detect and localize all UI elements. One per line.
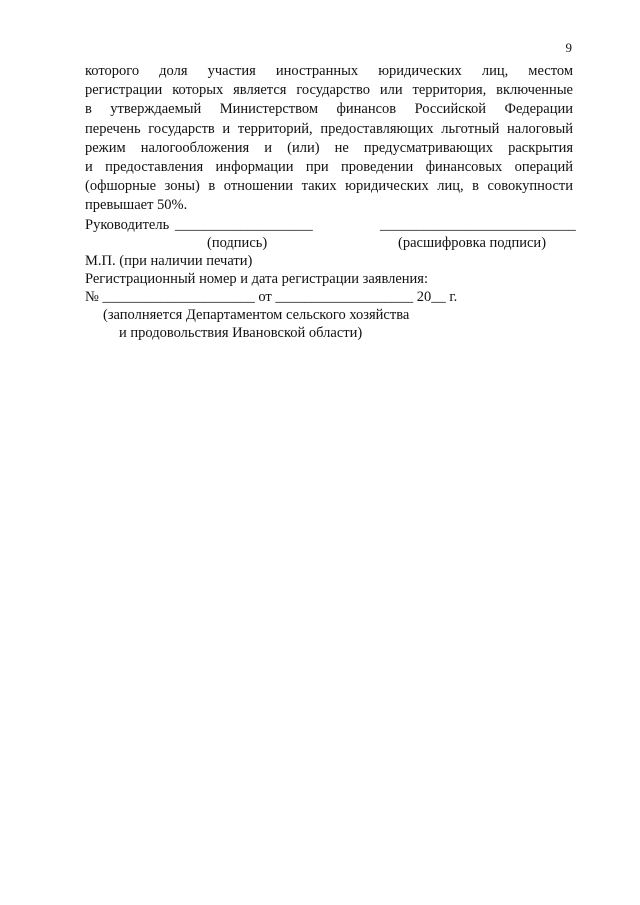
decode-caption: (расшифровка подписи) (398, 235, 547, 251)
signature-line: ___________________ (175, 217, 313, 233)
paragraph-line: режим налогообложения и (или) не предусматривающих раскрытия (85, 139, 573, 156)
stamp-note: М.П. (при наличии печати) (85, 253, 253, 269)
signature-caption: (подпись) (207, 235, 268, 251)
registration-note-line: (заполняется Департаментом сельского хозяйства (103, 307, 410, 323)
registration-number-row (85, 288, 585, 306)
registration-note-row (85, 306, 585, 324)
paragraph-line: и предоставления информации при проведении финансовых операций (85, 159, 573, 176)
body-paragraph (85, 62, 573, 216)
registration-title-row (85, 270, 585, 288)
registration-note-line: и продовольствия Ивановской области) (119, 325, 363, 341)
decode-line: ___________________________ (380, 217, 576, 233)
paragraph-line: которого доля участия иностранных юридических лиц, местом (85, 63, 573, 79)
registration-number-line: № _____________________ от ___________________ 20__ г. (85, 289, 458, 305)
paragraph-line: перечень государств и территорий, предоставляющих льготный налоговый (85, 120, 573, 137)
stamp-row (85, 252, 585, 270)
paragraph-line: в утверждаемый Министерством финансов Российской Федерации (85, 101, 573, 118)
caption-row (85, 234, 585, 252)
signature-block (85, 216, 585, 342)
page-number: 9 (565, 40, 572, 55)
paragraph-line: (офшорные зоны) в отношении таких юридических лиц, в совокупности (85, 178, 573, 195)
paragraph-line: регистрации которых является государство или территория, включенные (85, 82, 573, 99)
head-label: Руководитель (85, 217, 170, 233)
paragraph-line: превышает 50%. (85, 197, 188, 214)
registration-title: Регистрационный номер и дата регистрации заявления: (85, 271, 428, 287)
head-signature-row (85, 216, 585, 234)
registration-note-row (85, 324, 585, 342)
